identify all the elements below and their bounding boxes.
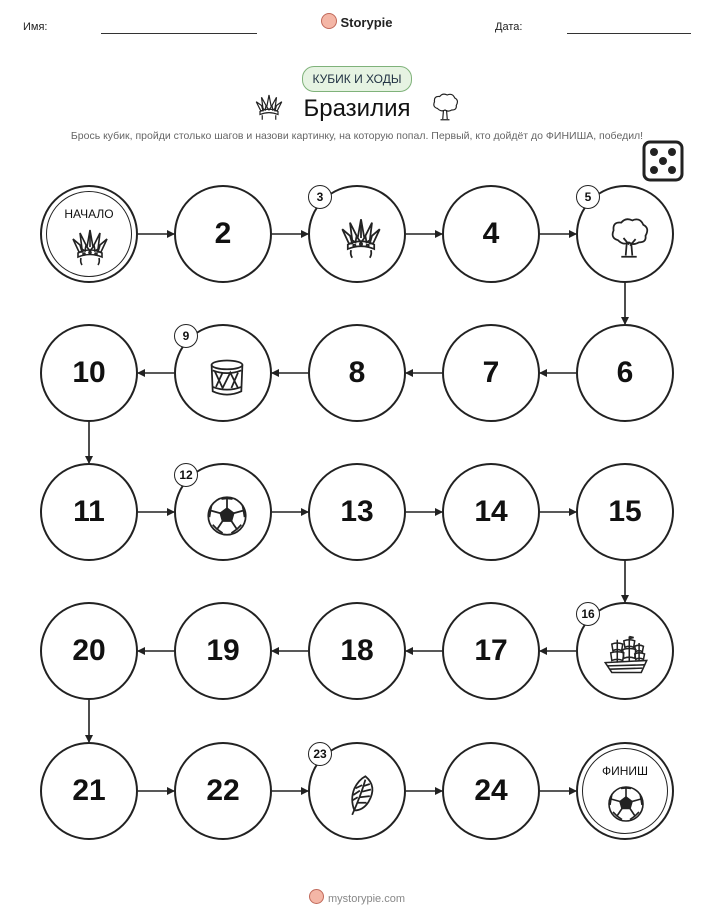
soccer-ball-icon <box>606 784 646 824</box>
name-label: Имя: <box>23 21 48 33</box>
cell-number: 19 <box>206 634 240 667</box>
page-title: Бразилия <box>303 95 411 122</box>
cell-number-badge: 16 <box>576 602 600 626</box>
brand-name: Storypie <box>340 15 393 30</box>
board-cell-7 <box>442 324 540 422</box>
footer-url: mystorypie.com <box>327 893 406 905</box>
cell-number-badge: 9 <box>174 324 198 348</box>
cell-number: 11 <box>73 495 105 528</box>
ship-icon <box>602 633 650 677</box>
cell-number: 7 <box>482 356 500 389</box>
cell-number: 18 <box>340 634 374 667</box>
board-cell-12 <box>174 463 272 561</box>
cell-number: 10 <box>72 356 106 389</box>
start-cell <box>40 185 138 283</box>
board-cell-6 <box>576 324 674 422</box>
headdress-icon <box>339 216 383 260</box>
board-cell-19 <box>174 602 272 700</box>
cell-number: 14 <box>474 495 508 528</box>
board-cell-11 <box>40 463 138 561</box>
headdress-icon <box>70 227 110 267</box>
board-cell-22 <box>174 742 272 840</box>
cell-number: 20 <box>72 634 106 667</box>
start-label: НАЧАЛО <box>64 207 114 221</box>
board-cell-14 <box>442 463 540 561</box>
storypie-logo-icon <box>309 889 324 904</box>
cell-number: 8 <box>348 356 366 389</box>
board-cell-24 <box>442 742 540 840</box>
cell-number-badge: 23 <box>308 742 332 766</box>
board-cell-20 <box>40 602 138 700</box>
board-cell-15 <box>576 463 674 561</box>
cell-number: 21 <box>72 774 106 807</box>
cell-number: 6 <box>616 356 634 389</box>
cell-number-badge: 3 <box>308 185 332 209</box>
board-cell-3 <box>308 185 406 283</box>
cell-number: 4 <box>482 217 500 250</box>
cell-number: 2 <box>214 217 232 250</box>
board-cell-8 <box>308 324 406 422</box>
cell-number: 17 <box>474 634 508 667</box>
drum-icon <box>205 355 249 399</box>
cell-number-badge: 5 <box>576 185 600 209</box>
board-cell-17 <box>442 602 540 700</box>
instructions: Брось кубик, пройди столько шагов и назови картинку, на которую попал. Первый, кто дойдёт до ФИНИША, победил! <box>70 130 644 142</box>
board-cell-16 <box>576 602 674 700</box>
cell-number: 15 <box>608 495 642 528</box>
board-cell-10 <box>40 324 138 422</box>
tree-icon <box>607 216 651 260</box>
board-cell-2 <box>174 185 272 283</box>
board-cell-9 <box>174 324 272 422</box>
board-cell-5 <box>576 185 674 283</box>
cell-number: 13 <box>340 495 374 528</box>
board-cell-23 <box>308 742 406 840</box>
game-type-pill: КУБИК И ХОДЫ <box>302 66 412 92</box>
footer <box>0 889 714 905</box>
board-cell-4 <box>442 185 540 283</box>
soccer-ball-icon <box>205 494 249 538</box>
cell-number-badge: 12 <box>174 463 198 487</box>
board-cell-13 <box>308 463 406 561</box>
feather-icon <box>339 773 383 817</box>
finish-cell <box>576 742 674 840</box>
date-label: Дата: <box>495 21 523 33</box>
cell-number: 24 <box>474 774 508 807</box>
cell-number: 22 <box>206 774 240 807</box>
board-cell-21 <box>40 742 138 840</box>
board-cell-18 <box>308 602 406 700</box>
finish-label: ФИНИШ <box>601 764 649 778</box>
